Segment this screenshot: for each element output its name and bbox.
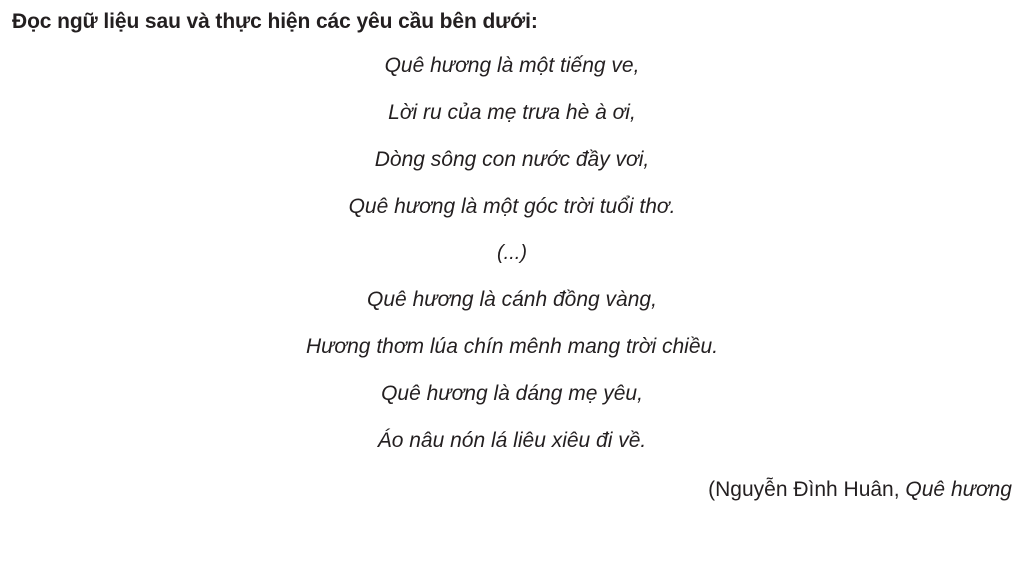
poem-line: Quê hương là cánh đồng vàng,	[367, 288, 657, 312]
attribution-author: (Nguyễn Đình Huân,	[708, 478, 900, 502]
poem-line: Lời ru của mẹ trưa hè à ơi,	[388, 101, 636, 125]
poem-line: Áo nâu nón lá liêu xiêu đi về.	[377, 429, 647, 453]
attribution-work-title: Quê hương	[905, 478, 1012, 502]
poem-body	[10, 42, 1014, 464]
poem-line: Dòng sông con nước đầy vơi,	[374, 148, 650, 172]
poem-line: Quê hương là dáng mẹ yêu,	[381, 382, 643, 406]
poem-line: Quê hương là một tiếng ve,	[384, 54, 640, 78]
poem-line: Quê hương là một góc trời tuổi thơ.	[348, 195, 676, 219]
poem-line-ellipsis: (...)	[497, 242, 527, 265]
poem-line: Hương thơm lúa chín mênh mang trời chiều.	[305, 335, 719, 359]
attribution	[10, 478, 1014, 501]
page-title: Đọc ngữ liệu sau và thực hiện các yêu cầu bên dưới:	[12, 10, 538, 33]
